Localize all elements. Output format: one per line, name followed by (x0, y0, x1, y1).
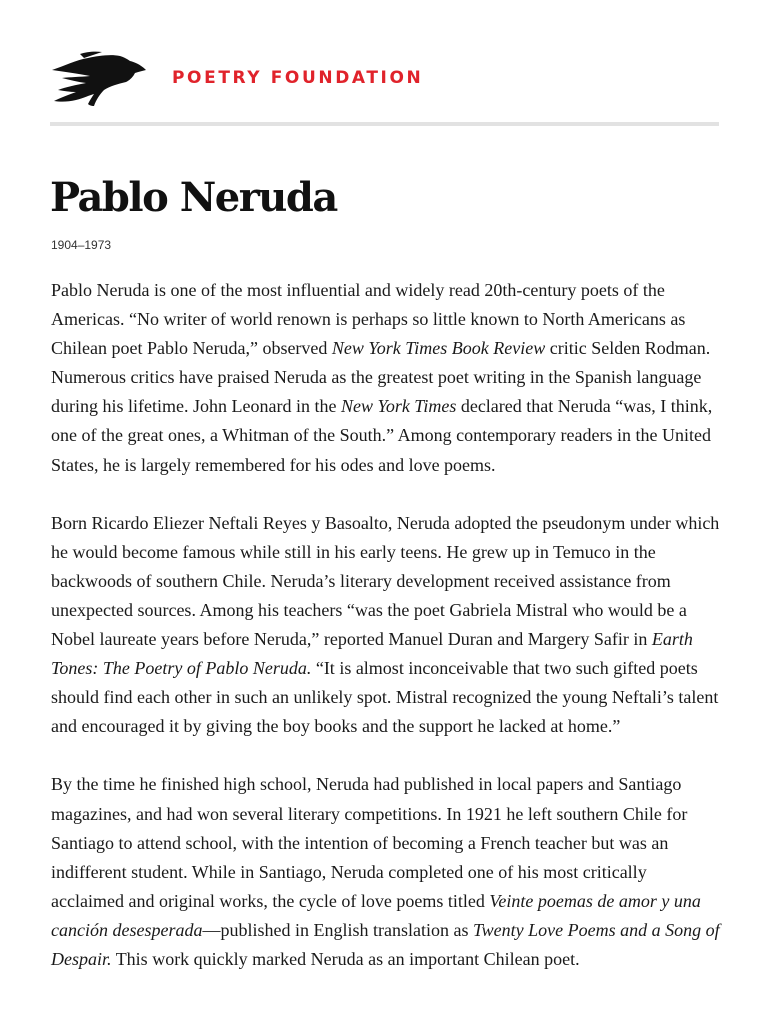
paragraph-text: —published in English translation as (202, 919, 473, 940)
pegasus-bird-icon[interactable] (50, 50, 148, 108)
brand-name[interactable]: POETRY FOUNDATION (172, 68, 424, 88)
italic-title: Twenty Love Poems and a Song of Despair. (51, 919, 720, 969)
paragraph-text: Pablo Neruda is one of the most influential and widely read 20th-century poets of the Americas. “No writer of world renown is perhaps so little known to North Americans as Chilean poet Pablo Neruda,” observed (51, 280, 686, 359)
header-divider (50, 122, 719, 126)
italic-title: Veinte poemas de amor y una canción desesperada (51, 890, 701, 940)
paragraph-text: critic Selden Rodman. Numerous critics have praised Neruda as the greatest poet writing in the Spanish language during his lifetime. John Leonard in the (51, 338, 711, 417)
body-paragraph (51, 509, 723, 742)
paragraph-text: “It is almost inconceivable that two such gifted poets should find each other in such an unlikely spot. Mistral recognized the young Neftali’s talent and encouraged it by giving the boy books and the support he lacked at home.” (51, 658, 719, 737)
italic-title: New York Times Book Review (331, 338, 546, 359)
paragraph-text: declared that Neruda “was, I think, one of the great ones, a Whitman of the South.” Among contemporary readers in the United States, he is largely remembered for his odes and love poems. (51, 396, 713, 475)
body-paragraph (51, 276, 723, 480)
page-title: Pablo Neruda (50, 174, 337, 221)
italic-title: Earth Tones: The Poetry of Pablo Neruda. (51, 629, 693, 679)
site-header (50, 46, 719, 112)
body-paragraph (51, 770, 723, 974)
paragraph-text: This work quickly marked Neruda as an important Chilean poet. (111, 948, 580, 969)
paragraph-text: By the time he finished high school, Neruda had published in local papers and Santiago magazines, and had won several literary competitions. In 1921 he left southern Chile for Santiago to attend school, with the intention of becoming a French teacher but was an indifferent student. While in Santiago, Neruda completed one of his most critically acclaimed and original works, the cycle of love poems titled (51, 774, 688, 911)
poet-lifespan: 1904–1973 (51, 238, 112, 252)
italic-title: New York Times (340, 396, 457, 417)
paragraph-text: Born Ricardo Eliezer Neftali Reyes y Basoalto, Neruda adopted the pseudonym under which he would become famous while still in his early teens. He grew up in Temuco in the backwoods of southern Chile. Neruda’s literary development received assistance from unexpected sources. Among his teachers “was the poet Gabriela Mistral who would be a Nobel laureate years before Neruda,” reported Manuel Duran and Margery Safir in (51, 512, 720, 650)
biography-article (51, 276, 723, 1003)
